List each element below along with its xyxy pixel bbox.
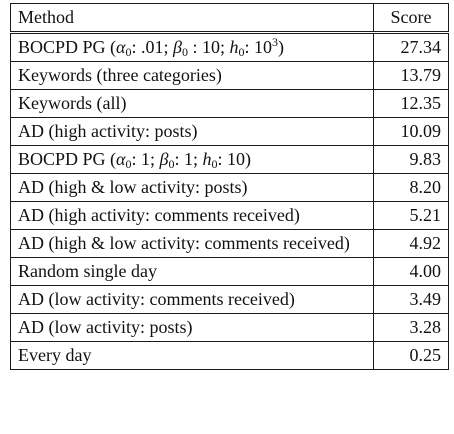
method-cell: AD (high & low activity: posts)	[11, 174, 374, 202]
table-row	[11, 33, 449, 62]
table-row	[11, 342, 449, 370]
header-row	[11, 4, 449, 33]
table-row	[11, 258, 449, 286]
score-cell: 10.09	[374, 118, 449, 146]
method-cell: Keywords (all)	[11, 90, 374, 118]
table-row	[11, 174, 449, 202]
method-cell: Every day	[11, 342, 374, 370]
method-cell: Random single day	[11, 258, 374, 286]
score-cell: 4.92	[374, 230, 449, 258]
table-row	[11, 118, 449, 146]
score-cell: 3.28	[374, 314, 449, 342]
method-cell: AD (high activity: comments received)	[11, 202, 374, 230]
method-header: Method	[11, 4, 374, 33]
score-cell: 4.00	[374, 258, 449, 286]
method-cell: BOCPD PG ($\alpha_0$: .01; $\beta_0$ : 10; $h_0$: $10^3$)	[11, 33, 374, 62]
method-cell: AD (low activity: posts)	[11, 314, 374, 342]
table-row	[11, 62, 449, 90]
method-cell: AD (high & low activity: comments received)	[11, 230, 374, 258]
score-cell: 12.35	[374, 90, 449, 118]
table-row	[11, 230, 449, 258]
method-cell: AD (low activity: comments received)	[11, 286, 374, 314]
table-row	[11, 286, 449, 314]
table-row	[11, 90, 449, 118]
score-cell: 3.49	[374, 286, 449, 314]
results-table	[10, 3, 449, 370]
score-header: Score	[374, 4, 449, 33]
method-cell: AD (high activity: posts)	[11, 118, 374, 146]
score-cell: 9.83	[374, 146, 449, 174]
score-cell: 5.21	[374, 202, 449, 230]
score-cell: 8.20	[374, 174, 449, 202]
score-cell: 27.34	[374, 33, 449, 62]
score-cell: 0.25	[374, 342, 449, 370]
score-cell: 13.79	[374, 62, 449, 90]
method-cell: BOCPD PG ($\alpha_0$: 1; $\beta_0$: 1; $h_0$: 10)	[11, 146, 374, 174]
table-row	[11, 314, 449, 342]
table-row	[11, 202, 449, 230]
table-row	[11, 146, 449, 174]
method-cell: Keywords (three categories)	[11, 62, 374, 90]
